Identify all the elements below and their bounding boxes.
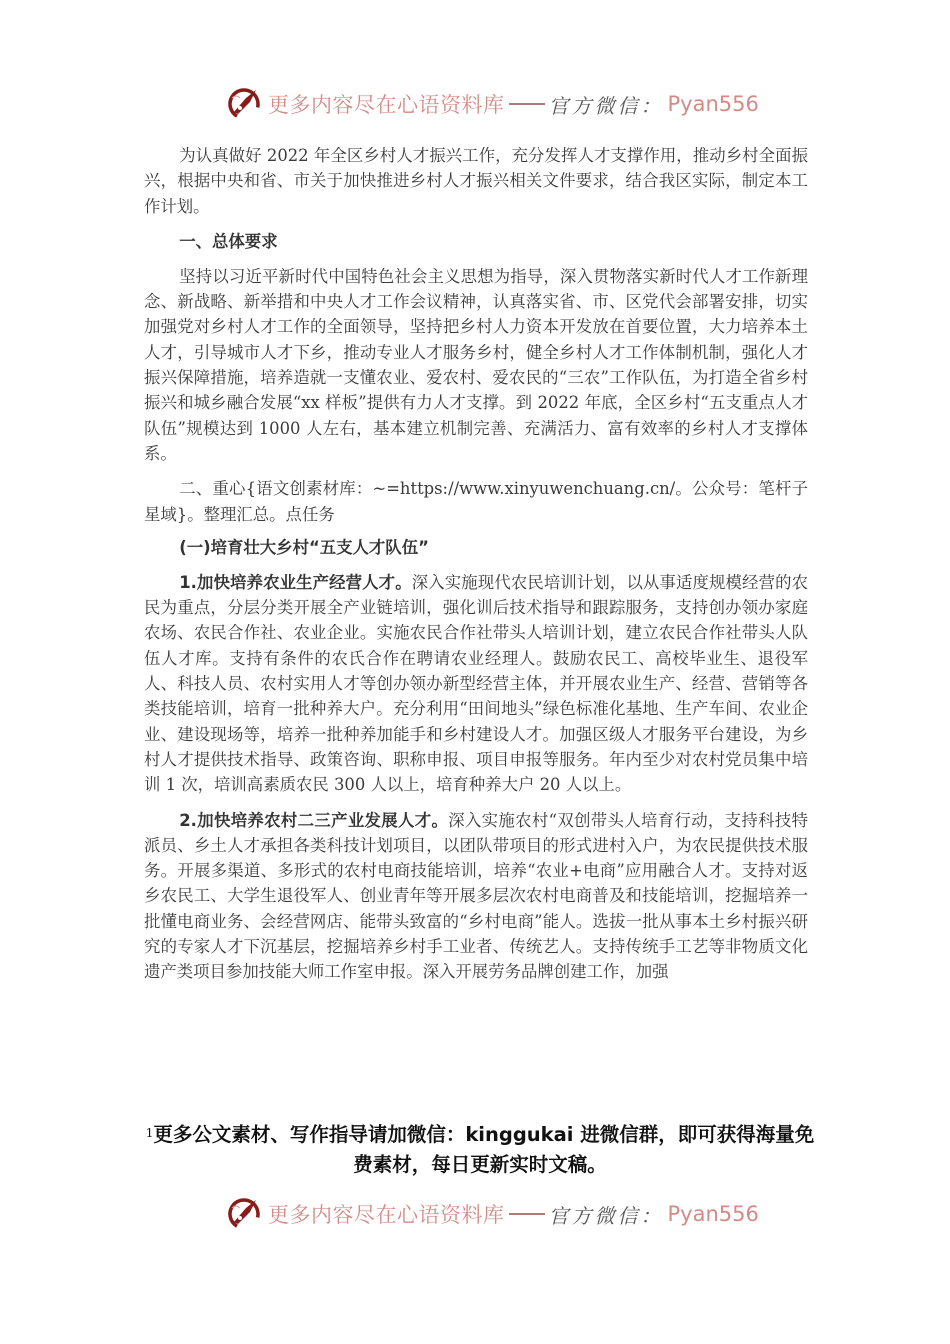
header-banner [226, 82, 759, 126]
banner-wechat-id: Pyan556 [667, 1202, 759, 1226]
banner-site-text: 更多内容尽在心语资料库 [268, 93, 505, 117]
section-2-heading: 二、重心{语文创素材库：~=https://www.xinyuwenchuang.cn/。公众号：笔杆子星域}。整理汇总。点任务 [144, 479, 808, 524]
item-1-lead: 1.加快培养农业生产经营人才。 [179, 572, 412, 592]
banner-wechat-label: 官方微信： [548, 1203, 664, 1228]
item-2-body: 深入实施农村“双创带头人培育行动，支持科技特派员、乡土人才承担各类科技计划项目，以团队带项目的形式进村入户，为农民提供技术服务。开展多渠道、多形式的农村电商技能培训，培养“农业+电商”应用融合人才。支持对返乡农民工、大学生退役军人、创业青年等开展多层次农村电商普及和技能培训，挖掘培养一批懂电商业务、会经营网店、能带头致富的“乡村电商”能人。选拔一批从事本土乡村振兴研究的专家人才下沉基层，挖掘培养乡村手工业者、传统艺人。支持传统手工艺等非物质文化遗产类项目参加技能大师工作室申报。深入开展劳务品牌创建工作，加强 [144, 810, 808, 982]
footnote-marker: 1 [145, 1126, 154, 1140]
section-1-paragraph: 坚持以习近平新时代中国特色社会主义思想为指导，深入贯物落实新时代人才工作新理念、新战略、新举措和中央人才工作会议精神，认真落实省、市、区党代会部署安排，切实加强党对乡村人才工作的全面领导，坚持把乡村人力资本开发放在首要位置，大力培养本土人才，引导城市人才下乡，推动专业人才服务乡村，健全乡村人才工作体制机制，强化人才振兴保障措施，培养造就一支懂农业、爱农村、爱农民的“三农”工作队伍，为打造全省乡村振兴和城乡融合发展“xx 样板”提供有力人才支撑。到 2022 年底，全区乡村“五支重点人才队伍”规模达到 1000 人左右，基本建立机制完善、充满活力、富有效率的乡村人才支撑体系。 [144, 266, 808, 463]
subsection-1-heading: (一)培育壮大乡村“五支人才队伍” [179, 537, 429, 557]
item-2-paragraph [144, 808, 808, 985]
footnote-text: 更多公文素材、写作指导请加微信：kinggukai 进微信群，即可获得海量免费素材，每日更新实时文稿。 [153, 1123, 815, 1176]
intro-paragraph: 为认真做好 2022 年全区乡村人才振兴工作，充分发挥人才支撑作用，推动乡村全面振兴，根据中央和省、市关于加快推进乡村人才振兴相关文件要求，结合我区实际，制定本工作计划。 [144, 146, 808, 216]
item-2-lead: 2.加快培养农村二三产业发展人才。 [179, 810, 449, 830]
document-body [144, 143, 808, 995]
quill-pen-logo-icon [226, 86, 262, 122]
banner-site-text: 更多内容尽在心语资料库 [268, 1203, 505, 1227]
section-1-heading: 一、总体要求 [179, 231, 278, 251]
banner-wechat-label: 官方微信： [548, 93, 664, 118]
quill-pen-logo-icon [226, 1196, 262, 1232]
banner-wechat-id: Pyan556 [667, 92, 759, 116]
item-1-paragraph [144, 570, 808, 798]
footer-banner [226, 1192, 759, 1236]
footnote [140, 1120, 820, 1180]
item-1-body: 深入实施现代农民培训计划，以从事适度规模经营的农民为重点，分层分类开展全产业链培训，强化训后技术指导和跟踪服务，支持创办领办家庭农场、农民合作社、农业企业。实施农民合作社带头人培训计划，建立农民合作社带头人队伍人才库。支持有条件的农氏合作在聘请农业经理人。鼓励农民工、高校毕业生、退役军人、科技人员、农村实用人才等创办领办新型经营主体，并开展农业生产、经营、营销等各类技能培训，培育一批种养大户。充分利用“田间地头”绿色标准化基地、生产车间、农业企业、建设现场等，培养一批种养加能手和乡村建设人才。加强区级人才服务平台建设，为乡村人才提供技术指导、政策咨询、职称申报、项目申报等服务。年内至少对农村党员集中培训 1 次，培训高素质农民 300 人以上，培育种养大户 20 人以上。 [144, 572, 809, 795]
banner-dash [509, 1213, 545, 1215]
banner-dash [509, 103, 545, 105]
